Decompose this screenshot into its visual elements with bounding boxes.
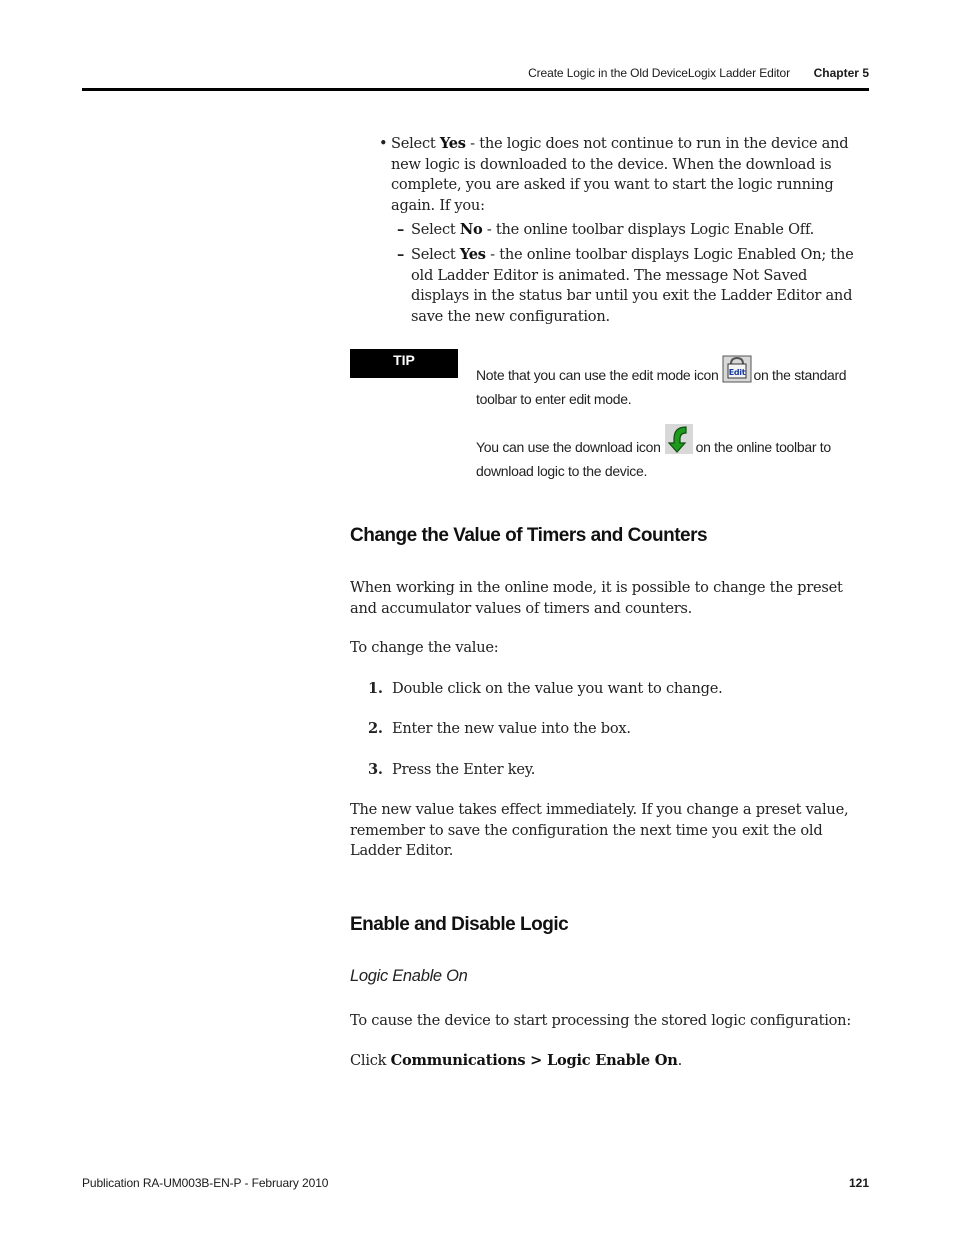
tip-paragraph-download	[476, 423, 871, 481]
bullet-pre: Select	[391, 135, 440, 152]
tip-p2-before: You can use the download icon	[476, 439, 661, 455]
edit-mode-icon	[722, 355, 752, 389]
bullet-marker: •	[379, 135, 388, 152]
edit-icon-text: Edit	[728, 368, 745, 377]
section1-intro: When working in the online mode, it is possible to change the preset and accumulator values of timers and counters.	[350, 579, 843, 617]
sub-item-post: - the online toolbar displays Logic Enable Off.	[482, 221, 814, 238]
subheading-logic-enable-on: Logic Enable On	[350, 967, 468, 985]
bullet-post: - the logic does not continue to run in the device and new logic is downloaded to the device. When the download is complete, you are asked if you want to start the logic running again. If you:	[391, 135, 849, 214]
section-heading-enable-disable: Enable and Disable Logic	[350, 914, 569, 935]
tip-p1-before: Note that you can use the edit mode icon	[476, 367, 719, 383]
footer-publication: Publication RA-UM003B-EN-P - February 2010	[82, 1176, 329, 1190]
tip-label: TIP	[350, 349, 458, 378]
section1-lead: To change the value:	[350, 639, 499, 656]
sub-item-marker: –	[397, 246, 405, 263]
click-pre: Click	[350, 1052, 391, 1069]
download-arrow-icon	[664, 423, 694, 461]
sub-item-bold: No	[459, 221, 483, 238]
section2-paragraph: To cause the device to start processing the stored logic configuration:	[350, 1012, 851, 1029]
header-chapter: Chapter 5	[813, 66, 869, 80]
header-rule	[82, 88, 869, 91]
sub-item-post: - the online toolbar displays Logic Enabled On; the old Ladder Editor is animated. The message Not Saved displays in the status bar until you exit the Ladder Editor and save the new configuration.	[411, 246, 854, 325]
step-number: 2.	[368, 720, 383, 737]
section2-click-instruction	[350, 1051, 870, 1072]
step-number: 1.	[368, 680, 383, 697]
tip-paragraph-edit	[476, 355, 871, 409]
sub-item-marker: –	[397, 221, 405, 238]
click-post: .	[677, 1052, 682, 1069]
step-text: Enter the new value into the box.	[392, 720, 631, 737]
menu-path: Communications > Logic Enable On	[390, 1052, 678, 1069]
sub-item-pre: Select	[411, 221, 460, 238]
step-number: 3.	[368, 761, 383, 778]
section1-outro: The new value takes effect immediately. If you change a preset value, remember to save the configuration the next time you exit the old Ladder Editor.	[350, 801, 849, 859]
sub-item-pre: Select	[411, 246, 460, 263]
bullet-bold: Yes	[439, 135, 466, 152]
step-text: Double click on the value you want to change.	[392, 680, 723, 697]
step-text: Press the Enter key.	[392, 761, 536, 778]
page-number: 121	[848, 1176, 869, 1190]
tip-p2-after: on the online toolbar to download logic to the device.	[476, 439, 831, 479]
bullet-text	[391, 134, 869, 216]
running-header	[82, 66, 869, 84]
section-heading-timers-counters: Change the Value of Timers and Counters	[350, 525, 708, 546]
sub-item-text	[411, 245, 867, 327]
header-title: Create Logic in the Old DeviceLogix Ladder Editor	[528, 66, 790, 80]
sub-item-bold: Yes	[459, 246, 486, 263]
sub-item-text	[411, 220, 867, 241]
tip-p1-after: on the standard toolbar to enter edit mode.	[476, 367, 847, 407]
